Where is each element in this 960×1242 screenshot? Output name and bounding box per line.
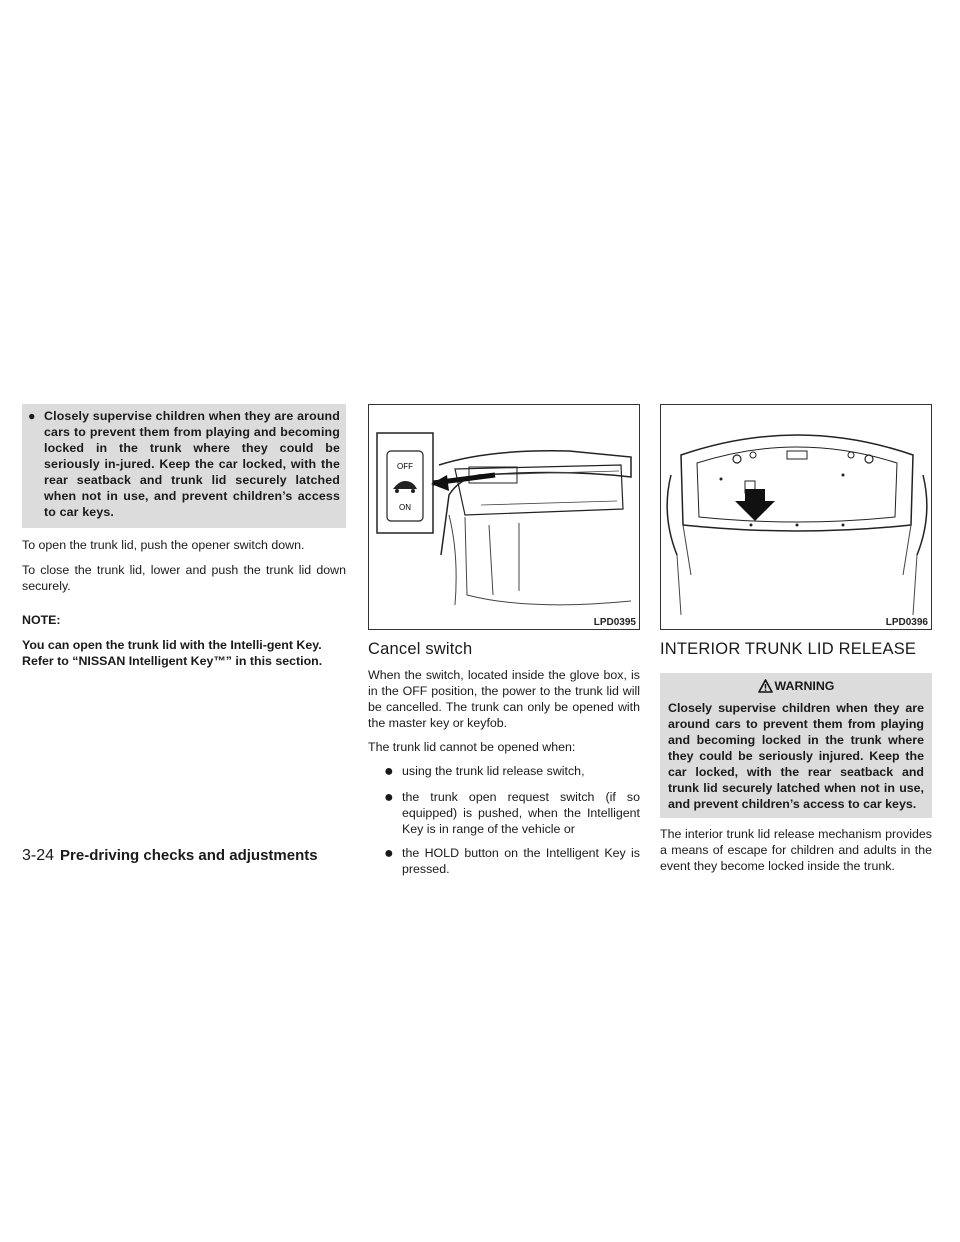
warning-label: WARNING <box>774 679 835 693</box>
warning-bullet-text: Closely supervise children when they are around cars to prevent them from playing and becoming locked in the trunk where they could be seriously in-jured. Keep the car locked, with the rear seatback and trunk lid securely latched when not in use, and prevent children’s access to car keys. <box>44 409 340 519</box>
list-item <box>384 789 640 837</box>
glove-box-illustration <box>369 405 641 631</box>
warning-title <box>668 676 924 696</box>
figure-code: LPD0396 <box>885 617 928 628</box>
list-item-text: the HOLD button on the Intelligent Key is pressed. <box>402 846 640 876</box>
warning-continuation-box <box>22 404 346 528</box>
close-trunk-paragraph: To close the trunk lid, lower and push the trunk lid down securely. <box>22 563 346 593</box>
cancel-switch-heading: Cancel switch <box>368 640 473 658</box>
right-column <box>660 404 932 874</box>
note-heading: NOTE: <box>22 613 61 627</box>
cancel-switch-figure <box>368 404 640 630</box>
figure-code: LPD0395 <box>593 617 636 628</box>
trunk-release-figure <box>660 404 932 630</box>
switch-label-off: OFF <box>397 462 413 471</box>
page-footer <box>22 847 318 865</box>
open-trunk-paragraph: To open the trunk lid, push the opener switch down. <box>22 538 305 552</box>
pointer-arrow <box>735 489 775 521</box>
list-item-text: the trunk open request switch (if so equipped) is pushed, when the Intelligent Key is in range of the vehicle or <box>402 790 640 836</box>
warning-bullet <box>28 408 340 520</box>
section-title: Pre-driving checks and adjustments <box>60 847 318 864</box>
bullet-dot: ● <box>384 845 394 862</box>
bullet-dot: ● <box>384 763 394 780</box>
list-item <box>384 763 640 781</box>
warning-box <box>660 673 932 818</box>
cancel-switch-paragraph: When the switch, located inside the glove box, is in the OFF position, the power to the trunk lid will be cancelled. The trunk can only be opened with the master key or keyfob. <box>368 668 640 730</box>
interior-release-paragraph: The interior trunk lid release mechanism provides a means of escape for children and adults in the event they become locked inside the trunk. <box>660 827 932 873</box>
note-text: You can open the trunk lid with the Intelli-gent Key. Refer to “NISSAN Intelligent Key™” in this section. <box>22 638 323 668</box>
bullet-dot: ● <box>384 789 394 806</box>
bullet-dot: ● <box>28 409 36 423</box>
interior-release-heading: INTERIOR TRUNK LID RELEASE <box>660 640 917 658</box>
page-number: 3-24 <box>22 847 55 864</box>
list-item-text: using the trunk lid release switch, <box>402 764 585 778</box>
conditions-list <box>368 763 640 877</box>
trunk-lid-illustration <box>661 405 933 631</box>
cannot-open-paragraph: The trunk lid cannot be opened when: <box>368 740 576 754</box>
switch-label-on: ON <box>399 503 411 512</box>
left-column <box>22 404 346 669</box>
list-item <box>384 845 640 877</box>
middle-column <box>368 404 640 877</box>
warning-triangle-icon <box>758 679 773 693</box>
warning-text: Closely supervise children when they are around cars to prevent them from playing and becoming locked in the trunk where they could be seriously injured. Keep the car locked, with the rear seatback and trunk lid securely latched when not in use, and prevent children’s access to car keys. <box>668 701 924 811</box>
